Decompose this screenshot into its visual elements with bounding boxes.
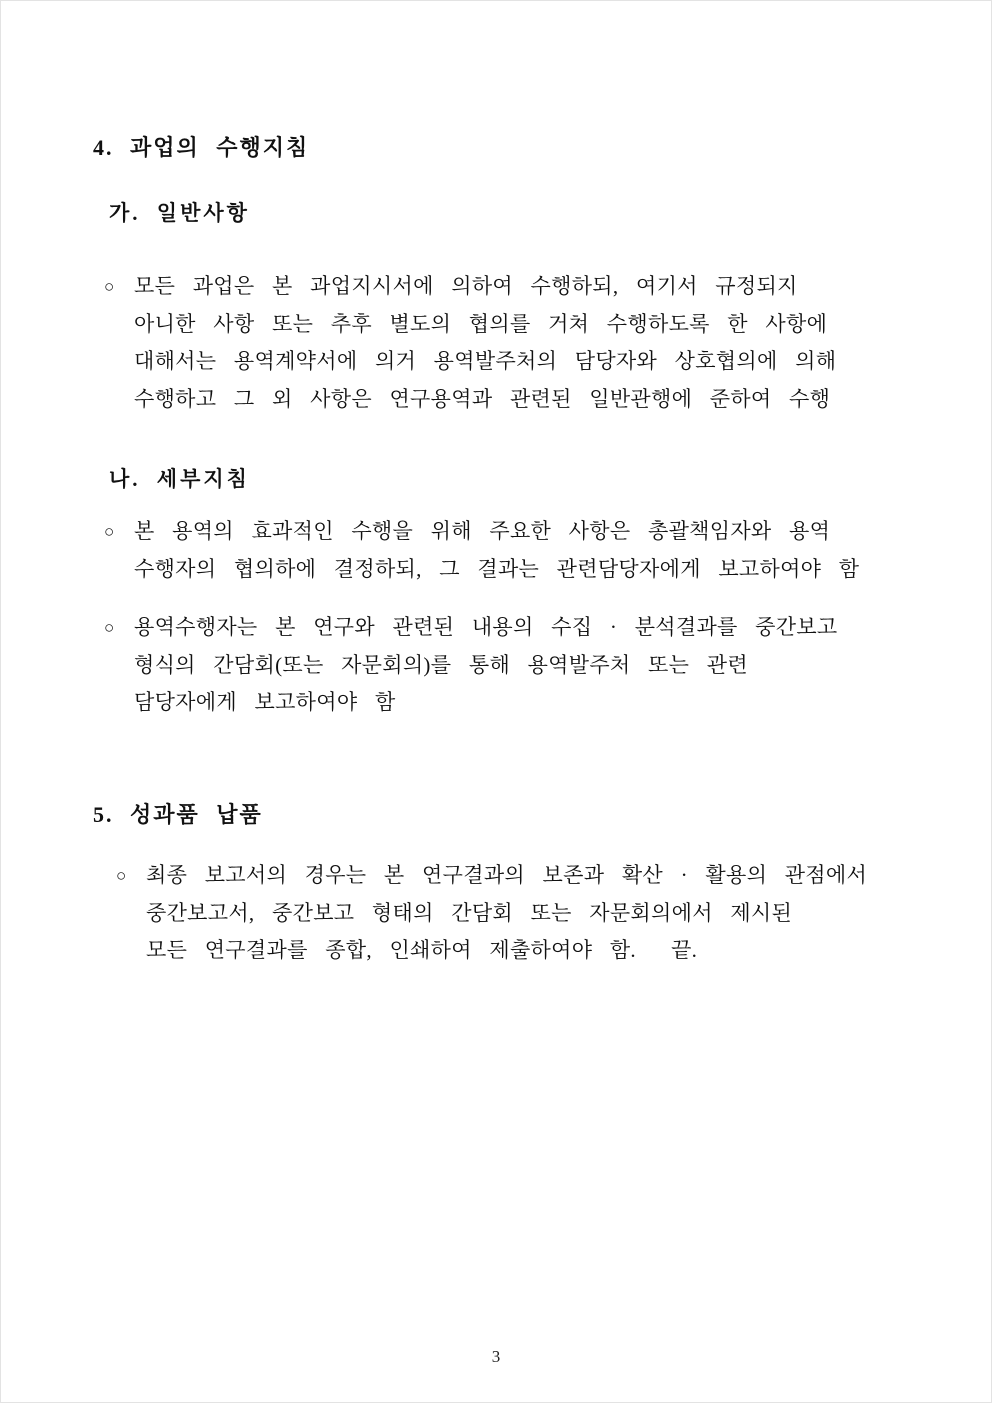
bullet-text-block — [134, 268, 904, 418]
bullet-item-detail-1 — [104, 513, 904, 588]
text-line: 모든 과업은 본 과업지시서에 의하여 수행하되, 여기서 규정되지 — [134, 274, 798, 298]
circle-bullet-marker: ○ — [104, 618, 115, 637]
circle-bullet-marker: ○ — [116, 866, 127, 885]
text-line: 모든 연구결과를 종합, 인쇄하여 제출하여야 함. 끝. — [146, 938, 698, 963]
page-number: 3 — [491, 1347, 501, 1366]
subsection-na-heading: 나. 세부지침 — [109, 467, 250, 491]
bullet-text-block — [134, 609, 904, 722]
bullet-item-detail-2 — [104, 609, 904, 722]
text-line: 형식의 간담회(또는 자문회의)를 통해 용역발주처 또는 관련 — [134, 652, 748, 677]
subsection-ga-heading: 가. 일반사항 — [109, 201, 250, 225]
text-line: 용역수행자는 본 연구와 관련된 내용의 수집 · 분석결과를 중간보고 — [134, 615, 838, 639]
text-line: 중간보고서, 중간보고 형태의 간담회 또는 자문회의에서 제시된 — [146, 900, 793, 925]
section-5-heading: 5. 성과품 납품 — [93, 802, 263, 827]
text-line: 본 용역의 효과적인 수행을 위해 주요한 사항은 총괄책임자와 용역 — [134, 519, 831, 543]
text-line: 수행자의 협의하에 결정하되, 그 결과는 관련담당자에게 보고하여야 함 — [134, 556, 860, 581]
bullet-text-block — [134, 513, 904, 588]
text-line: 대해서는 용역계약서에 의거 용역발주처의 담당자와 상호협의에 의해 — [134, 349, 837, 374]
text-line: 최종 보고서의 경우는 본 연구결과의 보존과 확산 · 활용의 관점에서 — [146, 863, 868, 887]
text-line: 아니한 사항 또는 추후 별도의 협의를 거쳐 수행하도록 한 사항에 — [134, 311, 828, 336]
circle-bullet-marker: ○ — [104, 522, 115, 541]
bullet-item-general — [104, 268, 904, 418]
text-line: 담당자에게 보고하여야 함 — [134, 690, 396, 715]
bullet-text-block — [146, 857, 916, 970]
section-4-heading: 4. 과업의 수행지침 — [93, 135, 310, 160]
circle-bullet-marker: ○ — [104, 277, 115, 296]
text-line: 수행하고 그 외 사항은 연구용역과 관련된 일반관행에 준하여 수행 — [134, 386, 831, 411]
bullet-item-deliverable — [116, 857, 916, 970]
